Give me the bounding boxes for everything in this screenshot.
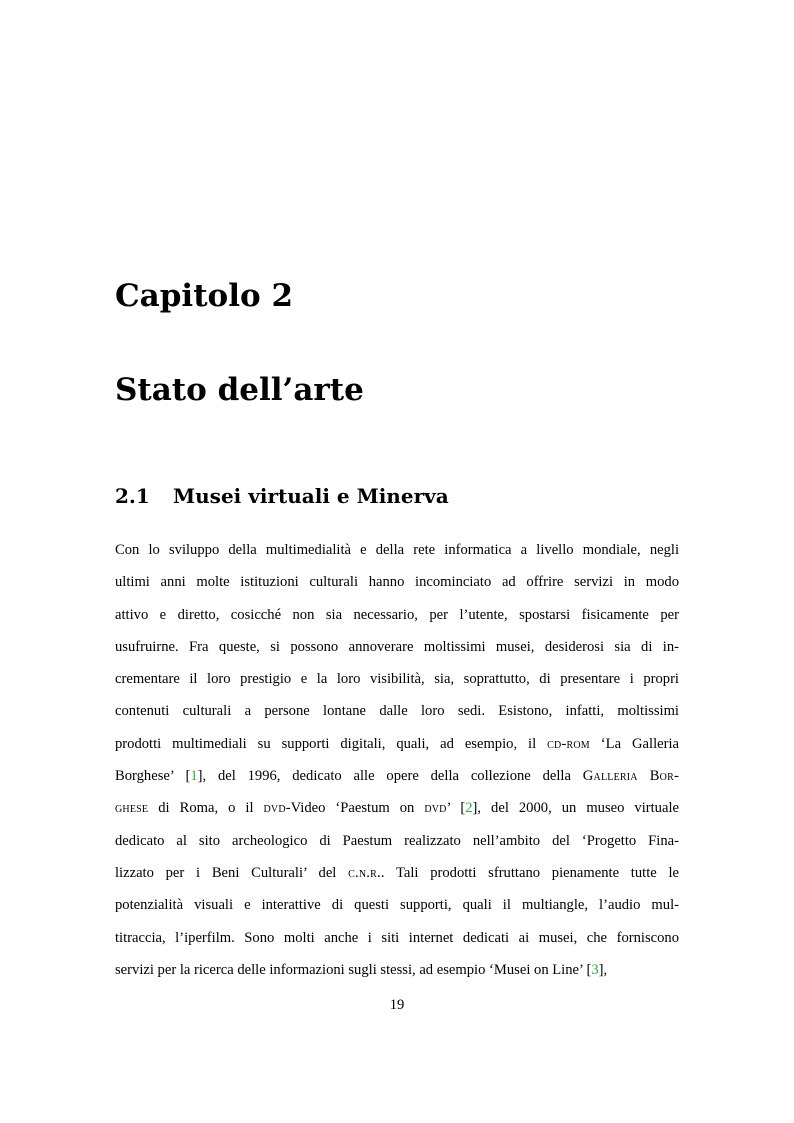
text-run: ],	[598, 961, 608, 978]
paragraph-line	[115, 728, 679, 760]
section-heading	[115, 481, 449, 511]
paragraph-line	[115, 760, 679, 792]
paragraph-line: potenzialità visuali e interattive di questi supporti, quali il multiangle, l’audio mul-	[115, 897, 679, 914]
dvd-acronym: dvd	[424, 800, 447, 817]
citation-link-3[interactable]: 3	[591, 961, 599, 978]
paragraph-line: attivo e diretto, cosicché non sia necessario, per l’utente, spostarsi fisicamente per	[115, 606, 679, 623]
galleria-borghese-smallcaps: Galleria Bor-	[582, 768, 680, 785]
section-number: 2.1	[115, 484, 150, 508]
text-run: -Video ‘Paestum on	[285, 800, 425, 817]
text-run: lizzato per i Beni Culturali’ del	[115, 864, 349, 881]
paragraph-line: dedicato al sito archeologico di Paestum realizzato nell’ambito del ‘Progetto Fina-	[115, 832, 679, 849]
cd-rom-acronym: cd-rom	[547, 735, 590, 752]
text-run: ‘La Galleria	[589, 735, 679, 752]
galleria-borghese-smallcaps: ghese	[115, 800, 149, 817]
citation-link-2[interactable]: 2	[465, 800, 473, 817]
paragraph-line: crementare il loro prestigio e la loro visibilità, sia, soprattutto, di presentare i propri	[115, 671, 679, 688]
paragraph-line	[115, 857, 679, 889]
text-run: Borghese’ [	[115, 768, 191, 785]
dvd-acronym: dvd	[263, 800, 286, 817]
paragraph-line	[115, 954, 679, 986]
text-run: prodotti multimediali su supporti digitali, quali, ad esempio, il	[115, 735, 548, 752]
paragraph-line: Con lo sviluppo della multimedialità e della rete informatica a livello mondiale, negli	[115, 542, 679, 558]
chapter-label: Capitolo 2	[115, 278, 294, 314]
citation-link-1[interactable]: 1	[190, 768, 198, 785]
body-paragraph	[115, 534, 679, 986]
text-run: di Roma, o il	[148, 800, 264, 817]
text-run: servizi per la ricerca delle informazioni sugli stessi, ad esempio ‘Musei on Line’ [	[115, 961, 592, 978]
text-run: . Tali prodotti sfruttano pienamente tutte le	[380, 864, 680, 881]
section-title: Musei virtuali e Minerva	[173, 484, 449, 508]
paragraph-line: usufruirne. Fra queste, si possono annoverare moltissimi musei, desiderosi sia di in-	[115, 638, 679, 655]
paragraph-line: titraccia, l’iperfilm. Sono molti anche i siti internet dedicati ai musei, che forniscono	[115, 929, 679, 946]
page-number: 19	[389, 997, 405, 1013]
paragraph-line	[115, 792, 679, 824]
text-run: ], del 2000, un museo virtuale	[472, 800, 679, 817]
cnr-acronym: c.n.r.	[348, 864, 381, 881]
text-run: ’ [	[446, 800, 466, 817]
paragraph-line: ultimi anni molte istituzioni culturali hanno incominciato ad offrire servizi in modo	[115, 574, 679, 591]
paragraph-line: contenuti culturali a persone lontane dalle loro sedi. Esistono, infatti, moltissimi	[115, 703, 679, 720]
text-run: ], del 1996, dedicato alle opere della collezione della	[197, 768, 583, 785]
chapter-title: Stato dell’arte	[115, 372, 364, 408]
